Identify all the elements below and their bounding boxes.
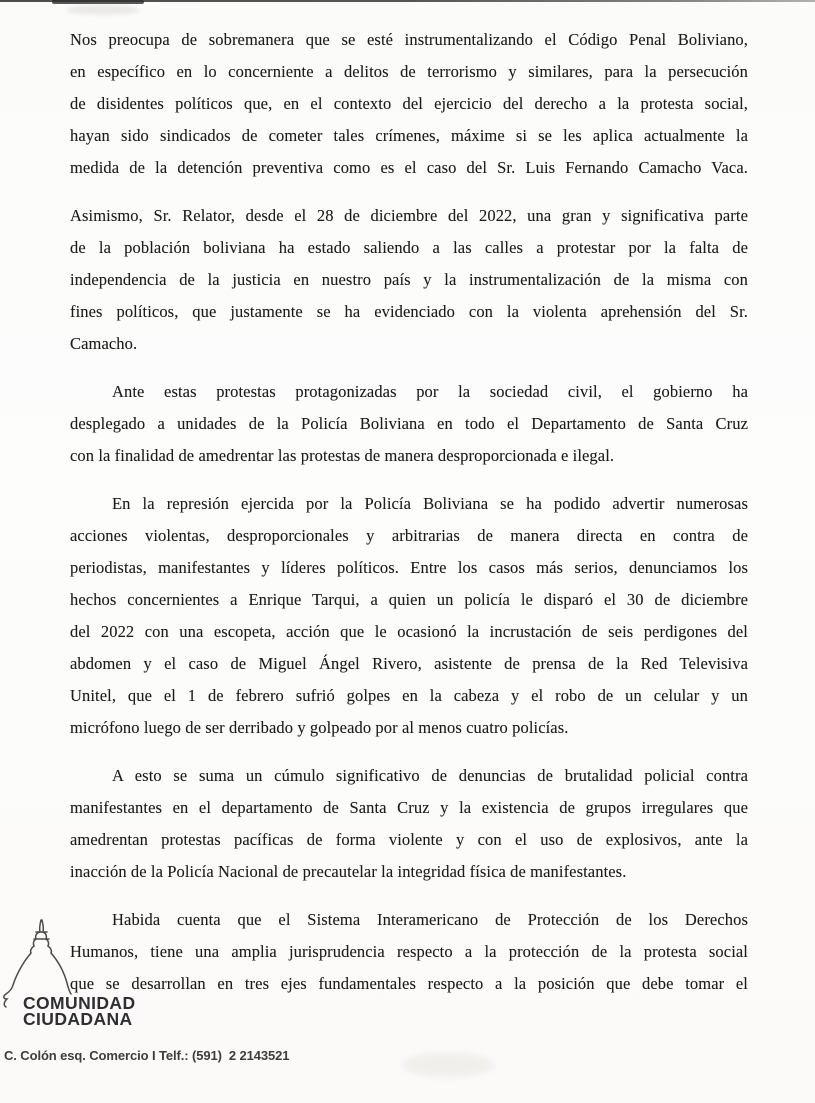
text-line: Habida cuenta que el Sistema Interamericano de Protección de los Derechos [112,910,748,929]
text-line: amedrentan protestas pacíficas de forma violente y con el uso de explosivos, ante la [70,830,748,849]
text-line: de disidentes políticos que, en el contexto del ejercicio del derecho a la protesta social, [70,94,748,113]
text-line: del 2022 con una escopeta, acción que le ocasionó la incrustación de seis perdigones del [70,622,748,641]
text-line: independencia de la justicia en nuestro país y la instrumentalización de la misma con [70,270,748,289]
text-line: acciones violentas, desproporcionales y arbitrarias de manera directa en contra de [70,526,748,545]
text-line: en específico en lo concerniente a delitos de terrorismo y similares, para la persecución [70,62,748,81]
text-line: de la población boliviana ha estado saliendo a las calles a protestar por la falta de [70,238,748,257]
text-line: que se desarrollan en tres ejes fundamentales respecto a la posición que debe tomar el [70,974,748,993]
text-line: abdomen y el caso de Miguel Ángel Rivero, asistente de prensa de la Red Televisiva [70,654,748,673]
text-line: Nos preocupa de sobremanera que se esté instrumentalizando el Código Penal Boliviano, [70,30,748,49]
text-line: Asimismo, Sr. Relator, desde el 28 de diciembre del 2022, una gran y significativa parte [70,206,748,225]
document-body [70,24,748,1016]
text-line: A esto se suma un cúmulo significativo de denuncias de brutalidad policial contra [112,766,748,785]
logo-line-2: CIUDADANA [23,1008,133,1029]
text-line: En la represión ejercida por la Policía Boliviana se ha podido advertir numerosas [112,494,748,513]
text-line: medida de la detención preventiva como es el caso del Sr. Luis Fernando Camacho Vaca. [70,158,748,177]
text-line: Ante estas protestas protagonizadas por la sociedad civil, el gobierno ha [112,382,748,401]
text-line: manifestantes en el departamento de Santa Cruz y la existencia de grupos irregulares que [70,798,748,817]
scan-smudge [402,1052,494,1078]
footer-address: C. Colón esq. Comercio I Telf.: (591) 2 2143521 [4,1048,290,1063]
paragraph [70,488,748,744]
scan-smudge [66,5,140,15]
logo-line-1: COMUNIDAD [23,993,136,1013]
text-line: hechos concernientes a Enrique Tarqui, a quien un policía le disparó el 30 de diciembre [70,590,748,609]
paragraph [70,760,748,888]
text-line: Humanos, tiene una amplia jurisprudencia respecto a la protección de la protesta social [70,942,748,961]
paragraph [70,376,748,472]
paragraph [70,24,748,184]
text-line: con la finalidad de amedrentar las protestas de manera desproporcionada e ilegal. [70,446,615,465]
text-line: Unitel, que el 1 de febrero sufrió golpes en la cabeza y el robo de un celular y un [70,686,748,705]
logo-wordmark [23,993,136,1029]
paragraph [70,904,748,1000]
paragraph [70,200,748,360]
scan-artifact-blob [52,0,144,4]
text-line: micrófono luego de ser derribado y golpeado por al menos cuatro policías. [70,718,569,737]
text-line: periodistas, manifestantes y líderes políticos. Entre los casos más serios, denunciamos los [70,558,748,577]
text-line: hayan sido sindicados de cometer tales crímenes, máxime si se les aplica actualmente la [70,126,748,145]
text-line: desplegado a unidades de la Policía Boliviana en todo el Departamento de Santa Cruz [70,414,748,433]
text-line: fines políticos, que justamente se ha evidenciado con la violenta aprehensión del Sr. [70,302,748,321]
text-line: Camacho. [70,334,138,353]
text-line: inacción de la Policía Nacional de precautelar la integridad física de manifestantes. [70,862,627,881]
